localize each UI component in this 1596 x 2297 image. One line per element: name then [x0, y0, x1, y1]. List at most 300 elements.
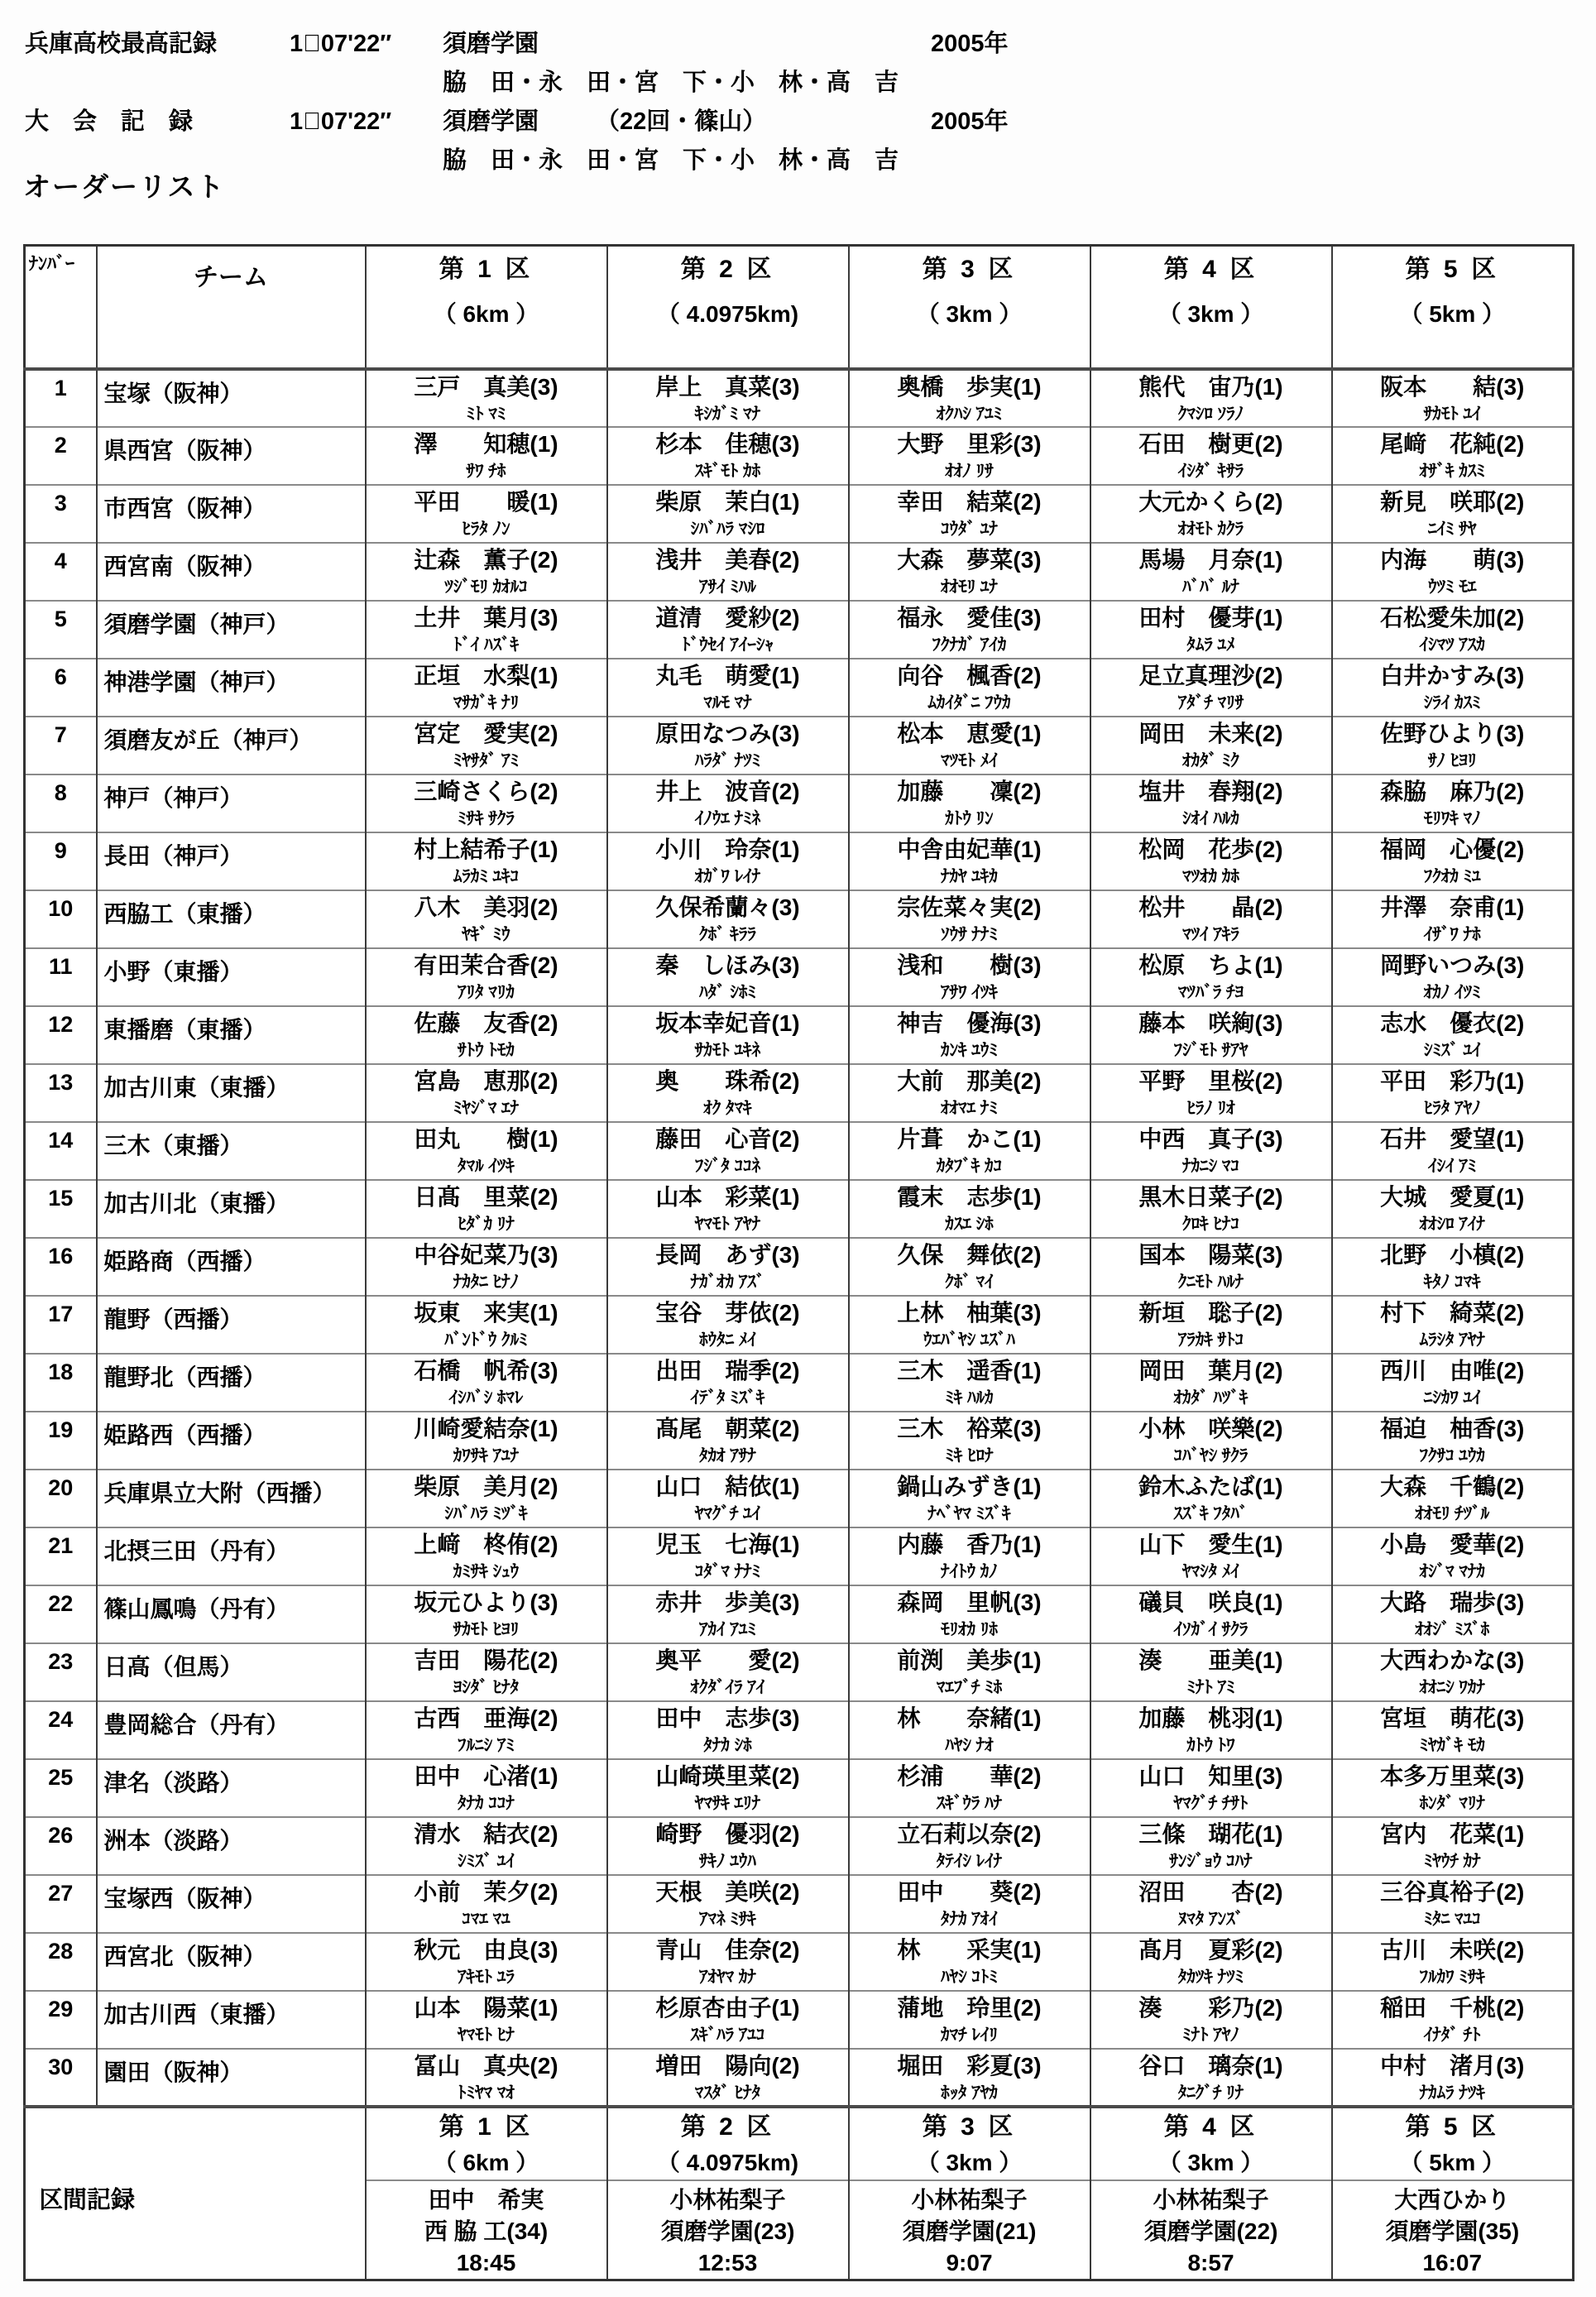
runner-name: 山口 知里(3) — [1138, 1763, 1283, 1789]
runner-cell — [1090, 1933, 1332, 1991]
team-name: 県西宮（阪神） — [97, 427, 366, 485]
runner-kana: ﾀﾃｲｼ ﾚｲﾅ — [936, 1852, 1003, 1871]
runner-cell — [1090, 948, 1332, 1006]
runner-cell — [849, 1701, 1090, 1759]
runner-kana: ﾔﾏｸﾞﾁ ﾕｲ — [694, 1504, 761, 1523]
runner-kana: ｵｶﾀﾞ ﾊﾂﾞｷ — [1173, 1388, 1249, 1407]
runner-cell — [1090, 1759, 1332, 1817]
runner-kana: ｱｻｲ ﾐﾊﾙ — [699, 578, 756, 597]
team-name: 加古川西（東播） — [97, 1991, 366, 2049]
column-header-leg3: 第 3 区 （ 3km ） — [849, 246, 1090, 370]
page-title: オーダーリスト — [23, 171, 226, 202]
runner-name: 山下 愛生(1) — [1138, 1532, 1283, 1557]
runner-kana: ﾐｻｷ ｻｸﾗ — [458, 809, 515, 828]
runner-kana: ｻｶﾓﾄ ﾕｲ — [1423, 405, 1481, 424]
runner-name: 土井 葉月(3) — [414, 605, 558, 631]
runner-name: 森岡 里帆(3) — [897, 1590, 1042, 1615]
runner-cell — [1332, 1180, 1574, 1238]
runner-cell — [366, 2049, 607, 2107]
runner-kana: ｱﾀﾞﾁ ﾏﾘｻ — [1177, 693, 1244, 712]
runner-kana: ﾌｼﾞﾓﾄ ｻｱﾔ — [1173, 1041, 1249, 1060]
runner-cell — [849, 1180, 1090, 1238]
team-number: 21 — [25, 1527, 97, 1585]
record-holder-team: 須磨学園(22) — [1143, 2218, 1278, 2244]
record-time: 18:45 — [456, 2250, 516, 2275]
runner-cell — [849, 1238, 1090, 1296]
runner-cell — [1090, 1412, 1332, 1470]
runner-kana: ｶｽｴ ｼﾎ — [945, 1215, 994, 1234]
runner-cell — [607, 717, 849, 774]
runner-name: 増田 陽向(2) — [655, 2053, 800, 2079]
runner-name: 本多万里菜(3) — [1380, 1763, 1525, 1789]
runner-cell — [1332, 890, 1574, 948]
record-time: 16:07 — [1422, 2250, 1483, 2275]
runner-name: 内藤 香乃(1) — [897, 1532, 1042, 1557]
runner-kana: ｻﾄｳ ﾄﾓｶ — [458, 1041, 515, 1060]
runner-kana: ﾏｴﾌﾞﾁ ﾐﾎ — [936, 1678, 1003, 1697]
team-row — [25, 1643, 1574, 1701]
runner-name: 志水 優衣(2) — [1380, 1010, 1525, 1036]
runner-name: 古川 未咲(2) — [1380, 1937, 1525, 1963]
runner-kana: ｶﾄｳ ﾄﾜ — [1186, 1736, 1235, 1755]
runner-kana: ｶﾄｳ ﾘﾝ — [945, 809, 994, 828]
team-number: 24 — [25, 1701, 97, 1759]
team-name: 小野（東播） — [97, 948, 366, 1006]
runner-cell — [607, 1817, 849, 1875]
runner-cell — [849, 1527, 1090, 1585]
runner-kana: ｱｻﾜ ｲﾂｷ — [941, 983, 998, 1002]
runner-name: 加藤 凜(2) — [897, 779, 1042, 804]
runner-kana: ﾂｼﾞﾓﾘ ｶｵﾙｺ — [444, 578, 528, 597]
runner-kana: ﾀﾅｶ ｱｵｲ — [941, 1910, 998, 1929]
runner-kana: ｸﾎﾞ ﾏｲ — [945, 1273, 994, 1292]
team-name: 洲本（淡路） — [97, 1817, 366, 1875]
team-row — [25, 717, 1574, 774]
runner-name: 平田 暖(1) — [414, 489, 558, 515]
runner-cell — [366, 717, 607, 774]
runner-kana: ｲﾉｳｴ ﾅﾐﾈ — [694, 809, 761, 828]
runner-name: 出田 瑞季(2) — [655, 1358, 800, 1383]
runner-kana: ｵｶﾀﾞ ﾐｸ — [1182, 751, 1239, 770]
runner-cell — [1090, 1296, 1332, 1354]
runner-cell — [607, 1180, 849, 1238]
runner-cell — [607, 601, 849, 659]
team-name: 兵庫県立大附（西播） — [97, 1470, 366, 1527]
runner-cell — [607, 1470, 849, 1527]
runner-cell — [607, 1643, 849, 1701]
runner-kana: ﾅｶﾑﾗ ﾅﾂｷ — [1419, 2084, 1485, 2103]
runner-kana: ｼﾗｲ ｶｽﾐ — [1423, 693, 1481, 712]
runner-name: 松原 ちよ(1) — [1138, 952, 1283, 978]
runner-kana: ｱﾘﾀ ﾏﾘｶ — [458, 983, 515, 1002]
team-row — [25, 1238, 1574, 1296]
section-record-leg5: 第 5 区 （ 5km ） 大西ひかり 須磨学園(35) 16:07 — [1332, 2107, 1574, 2280]
runner-kana: ﾓﾘﾜｷ ﾏﾉ — [1423, 809, 1481, 828]
team-name: 加古川東（東播） — [97, 1064, 366, 1122]
runner-cell — [607, 948, 849, 1006]
team-name: 神戸（神戸） — [97, 774, 366, 832]
team-name: 西宮北（阪神） — [97, 1933, 366, 1991]
runner-name: 三木 遥香(1) — [897, 1358, 1042, 1383]
team-name: 宝塚西（阪神） — [97, 1875, 366, 1933]
runner-kana: ﾅｲﾄｳ ｶﾉ — [941, 1562, 998, 1581]
team-number: 17 — [25, 1296, 97, 1354]
runner-cell — [1090, 1064, 1332, 1122]
runner-kana: ﾅﾍﾞﾔﾏ ﾐｽﾞｷ — [927, 1504, 1011, 1523]
team-number: 26 — [25, 1817, 97, 1875]
runner-name: 北野 小槙(2) — [1380, 1242, 1525, 1268]
runner-cell — [607, 774, 849, 832]
team-row — [25, 832, 1574, 890]
runner-cell — [366, 1122, 607, 1180]
runner-cell — [1090, 774, 1332, 832]
record-holder-name: 田中 希実 — [428, 2187, 544, 2213]
runner-cell — [849, 369, 1090, 427]
runner-kana: ｵｸ ﾀﾏｷ — [703, 1099, 752, 1118]
team-name: 津名（淡路） — [97, 1759, 366, 1817]
meet-record-members: 脇 田・永 田・宮 下・小 林・高 吉 — [443, 147, 899, 174]
runner-kana: ﾑﾗｼﾀ ｱﾔﾅ — [1419, 1331, 1485, 1350]
runner-kana: ﾏﾂｲ ｱｷﾗ — [1182, 925, 1239, 944]
team-row — [25, 1933, 1574, 1991]
runner-cell — [607, 1701, 849, 1759]
runner-kana: ｲｼﾏﾂ ｱｽｶ — [1419, 635, 1485, 655]
runner-kana: ﾔﾏｸﾞﾁ ﾁｻﾄ — [1173, 1794, 1249, 1813]
runner-cell — [1090, 890, 1332, 948]
runner-kana: ｺｳﾀﾞ ﾕﾅ — [941, 520, 998, 539]
runner-kana: ﾐﾄ ﾏﾐ — [466, 405, 506, 424]
runner-name: 坂元ひより(3) — [414, 1590, 558, 1615]
record-holder-name: 大西ひかり — [1394, 2187, 1511, 2213]
runner-name: 吉田 陽花(2) — [414, 1647, 558, 1673]
runner-kana: ｶﾏﾁ ﾚｲﾘ — [941, 2026, 998, 2045]
runner-kana: ﾎｯﾀ ｱﾔｶ — [941, 2084, 998, 2103]
runner-name: 大西わかな(3) — [1380, 1647, 1525, 1673]
runner-kana: ｲﾃﾞﾀ ﾐｽﾞｷ — [690, 1388, 765, 1407]
runner-name: 宮定 愛実(2) — [414, 721, 558, 746]
team-number: 29 — [25, 1991, 97, 2049]
runner-kana: ﾅｶﾞｵｶ ｱｽﾞ — [690, 1273, 765, 1292]
runner-kana: ｱﾗｶｷ ｻﾄｺ — [1177, 1331, 1244, 1350]
runner-name: 髙尾 朝菜(2) — [655, 1416, 800, 1441]
runner-cell — [1332, 1064, 1574, 1122]
runner-kana: ﾐﾔｳﾁ ｶﾅ — [1423, 1852, 1481, 1871]
runner-kana: ﾀﾅｶ ｺｺﾅ — [458, 1794, 515, 1813]
team-name: 宝塚（阪神） — [97, 369, 366, 427]
runner-name: 田中 葵(2) — [897, 1879, 1042, 1905]
runner-name: 林 奈緒(1) — [897, 1705, 1042, 1731]
runner-cell — [849, 2049, 1090, 2107]
team-number: 13 — [25, 1064, 97, 1122]
runner-kana: ﾌｸｵｶ ﾐﾕ — [1423, 867, 1481, 886]
runner-cell — [366, 1759, 607, 1817]
runner-cell — [849, 1817, 1090, 1875]
runner-cell — [1332, 1933, 1574, 1991]
team-name: 須磨学園（神戸） — [97, 601, 366, 659]
runner-name: 新垣 聡子(2) — [1138, 1300, 1283, 1326]
runner-kana: ｽｽﾞｷ ﾌﾀﾊﾞ — [1173, 1504, 1249, 1523]
runner-kana: ｶﾀﾌﾞｷ ｶｺ — [936, 1157, 1003, 1176]
runner-kana: ｻﾜ ﾁﾎ — [466, 462, 506, 481]
team-name: 東播磨（東播） — [97, 1006, 366, 1064]
runner-name: 宗佐菜々実(2) — [897, 894, 1042, 920]
runner-kana: ﾊﾔｼ ｺﾄﾐ — [941, 1968, 998, 1987]
runner-cell — [1090, 1006, 1332, 1064]
runner-cell — [1090, 427, 1332, 485]
runner-cell — [1332, 1006, 1574, 1064]
runner-kana: ｺﾀﾞﾏ ﾅﾅﾐ — [694, 1562, 761, 1581]
team-number: 18 — [25, 1354, 97, 1412]
runner-name: 大城 愛夏(1) — [1380, 1184, 1525, 1210]
runner-cell — [607, 890, 849, 948]
team-name: 姫路西（西播） — [97, 1412, 366, 1470]
runner-name: 佐藤 友香(2) — [414, 1010, 558, 1036]
runner-kana: ﾏﾙﾓ ﾏﾅ — [703, 693, 752, 712]
runner-name: 大元かくら(2) — [1138, 489, 1283, 515]
runner-cell — [607, 543, 849, 601]
runner-name: 正垣 水梨(1) — [414, 663, 558, 688]
runner-cell — [1090, 1875, 1332, 1933]
runner-cell — [607, 1064, 849, 1122]
runner-kana: ﾀｶｵ ｱｻﾅ — [699, 1446, 756, 1465]
runner-name: 礒貝 咲良(1) — [1138, 1590, 1283, 1615]
runner-name: 長岡 あず(3) — [655, 1242, 800, 1268]
runner-cell — [849, 1006, 1090, 1064]
runner-cell — [849, 1991, 1090, 2049]
runner-cell — [849, 427, 1090, 485]
runner-kana: ｼﾊﾞﾊﾗ ﾐﾂﾞｷ — [444, 1504, 528, 1523]
runner-kana: ｽｷﾞｳﾗ ﾊﾅ — [936, 1794, 1003, 1813]
runner-kana: ｵｵﾓﾄ ｶｸﾗ — [1177, 520, 1244, 539]
runner-kana: ﾌﾙｶﾜ ﾐｻｷ — [1419, 1968, 1485, 1987]
runner-cell — [1090, 601, 1332, 659]
runner-name: 中舎由妃華(1) — [897, 837, 1042, 862]
runner-name: 八木 美羽(2) — [414, 894, 558, 920]
runner-kana: ﾅｶﾆｼ ﾏｺ — [1182, 1157, 1239, 1176]
runner-cell — [1332, 2049, 1574, 2107]
runner-cell — [1332, 1122, 1574, 1180]
team-row — [25, 1527, 1574, 1585]
team-row — [25, 2049, 1574, 2107]
team-name: 北摂三田（丹有） — [97, 1527, 366, 1585]
runner-cell — [849, 659, 1090, 717]
team-number: 5 — [25, 601, 97, 659]
runner-cell — [849, 1296, 1090, 1354]
runner-name: 久保希蘭々(3) — [655, 894, 800, 920]
team-number: 9 — [25, 832, 97, 890]
runner-cell — [1332, 1354, 1574, 1412]
runner-name: 天根 美咲(2) — [655, 1879, 800, 1905]
section-record-leg2: 第 2 区 （ 4.0975km) 小林祐梨子 須磨学園(23) 12:53 — [607, 2107, 849, 2280]
runner-cell — [366, 1064, 607, 1122]
runner-kana: ﾐﾔｻﾀﾞ ｱﾐ — [453, 751, 520, 770]
team-number: 19 — [25, 1412, 97, 1470]
runner-cell — [1090, 1527, 1332, 1585]
runner-kana: ﾋﾗﾀ ﾉﾝ — [462, 520, 510, 539]
runner-name: 馬場 月奈(1) — [1138, 547, 1283, 573]
runner-name: 青山 佳奈(2) — [655, 1937, 800, 1963]
runner-cell — [849, 1875, 1090, 1933]
runner-name: 阪本 結(3) — [1380, 374, 1525, 400]
best-record-time: 1ﾟ07'22″ — [290, 31, 392, 57]
runner-cell — [1090, 832, 1332, 890]
team-number: 14 — [25, 1122, 97, 1180]
runner-name: 国本 陽菜(3) — [1138, 1242, 1283, 1268]
runner-kana: ｸﾏｼﾛ ｿﾗﾉ — [1177, 405, 1244, 424]
column-header-leg5: 第 5 区 （ 5km ） — [1332, 246, 1574, 370]
team-number: 11 — [25, 948, 97, 1006]
runner-kana: ｸﾆﾓﾄ ﾊﾙﾅ — [1177, 1273, 1244, 1292]
runner-name: 塩井 春翔(2) — [1138, 779, 1283, 804]
record-holder-name: 小林祐梨子 — [669, 2187, 786, 2213]
record-holder-name: 小林祐梨子 — [1153, 2187, 1269, 2213]
team-name: 園田（阪神） — [97, 2049, 366, 2107]
runner-kana: ﾀﾑﾗ ﾕﾒ — [1186, 635, 1235, 655]
runner-name: 湊 亜美(1) — [1138, 1647, 1283, 1673]
column-header-number: ﾅﾝﾊﾞｰ — [25, 246, 97, 370]
runner-cell — [366, 1470, 607, 1527]
runner-name: 足立真理沙(2) — [1138, 663, 1283, 688]
runner-cell — [1090, 1470, 1332, 1527]
team-name: 須磨友が丘（神戸） — [97, 717, 366, 774]
runner-kana: ﾔﾏﾓﾄ ﾋﾅ — [458, 2026, 515, 2045]
runner-name: 上﨑 柊侑(2) — [414, 1532, 558, 1557]
runner-cell — [366, 1296, 607, 1354]
runner-cell — [366, 1585, 607, 1643]
team-row — [25, 369, 1574, 427]
meet-record-time: 1ﾟ07'22″ — [290, 108, 392, 135]
runner-name: 日髙 里菜(2) — [414, 1184, 558, 1210]
runner-name: 鍋山みずき(1) — [897, 1474, 1042, 1499]
runner-name: 三崎さくら(2) — [414, 779, 558, 804]
runner-name: 堀田 彩夏(3) — [897, 2053, 1042, 2079]
runner-cell — [1332, 1643, 1574, 1701]
runner-name: 森脇 麻乃(2) — [1380, 779, 1525, 804]
runner-name: 松本 恵愛(1) — [897, 721, 1042, 746]
runner-kana: ﾎﾝﾀﾞ ﾏﾘﾅ — [1419, 1794, 1485, 1813]
runner-kana: ｼﾐｽﾞ ﾕｲ — [1423, 1041, 1481, 1060]
runner-name: 内海 萌(3) — [1380, 547, 1525, 573]
team-number: 25 — [25, 1759, 97, 1817]
runner-kana: ﾔﾏﾓﾄ ｱﾔﾅ — [694, 1215, 761, 1234]
runner-kana: ﾐﾔｼﾞﾏ ｴﾅ — [453, 1099, 520, 1118]
order-table-body — [25, 369, 1574, 2107]
runner-cell — [1332, 1527, 1574, 1585]
runner-name: 岸上 真菜(3) — [655, 374, 800, 400]
runner-cell — [607, 1991, 849, 2049]
runner-cell — [366, 369, 607, 427]
runner-kana: ﾋﾀﾞｶ ﾘﾅ — [458, 1215, 515, 1234]
runner-cell — [607, 1006, 849, 1064]
team-row — [25, 1991, 1574, 2049]
runner-name: 奥橋 歩実(1) — [897, 374, 1042, 400]
runner-kana: ｳｴﾊﾞﾔｼ ﾕｽﾞﾊ — [923, 1331, 1015, 1350]
runner-kana: ﾀｶﾂｷ ﾅﾂﾐ — [1177, 1968, 1244, 1987]
runner-cell — [366, 1991, 607, 2049]
runner-name: 村下 綺菜(2) — [1380, 1300, 1525, 1326]
team-row — [25, 543, 1574, 601]
runner-cell — [1090, 1354, 1332, 1412]
team-number: 16 — [25, 1238, 97, 1296]
runner-kana: ﾊﾗﾀﾞ ﾅﾂﾐ — [694, 751, 761, 770]
runner-kana: ﾐﾀﾆ ﾏﾕｺ — [1423, 1910, 1481, 1929]
runner-name: 三木 裕菜(3) — [897, 1416, 1042, 1441]
runner-kana: ﾄﾞｳｾｲ ｱｲｰｼｬ — [682, 635, 774, 655]
runner-cell — [1332, 1759, 1574, 1817]
runner-name: 杉浦 華(2) — [897, 1763, 1042, 1789]
runner-name: 児玉 七海(1) — [655, 1532, 800, 1557]
runner-name: 藤田 心音(2) — [655, 1126, 800, 1152]
team-row — [25, 1585, 1574, 1643]
section-record-leg4: 第 4 区 （ 3km ） 小林祐梨子 須磨学園(22) 8:57 — [1090, 2107, 1332, 2280]
runner-cell — [366, 1817, 607, 1875]
runner-kana: ｳﾂﾐ ﾓｴ — [1428, 578, 1477, 597]
team-number: 27 — [25, 1875, 97, 1933]
runner-kana: ﾓﾘｵｶ ﾘﾎ — [941, 1620, 998, 1639]
record-holder-team: 須磨学園(35) — [1385, 2218, 1520, 2244]
runner-name: 田中 心渚(1) — [414, 1763, 558, 1789]
team-number: 23 — [25, 1643, 97, 1701]
runner-cell — [366, 1180, 607, 1238]
column-header-team: チーム — [97, 246, 366, 370]
runner-kana: ｲﾅﾀﾞ ﾁﾄ — [1423, 2026, 1481, 2045]
team-number: 4 — [25, 543, 97, 601]
runner-name: 浅和 樹(3) — [897, 952, 1042, 978]
column-header-leg4: 第 4 区 （ 3km ） — [1090, 246, 1332, 370]
runner-name: 谷口 璃奈(1) — [1138, 2053, 1283, 2079]
runner-kana: ﾀﾆｸﾞﾁ ﾘﾅ — [1177, 2084, 1244, 2103]
runner-name: 前渕 美歩(1) — [897, 1647, 1042, 1673]
runner-cell — [1090, 1817, 1332, 1875]
runner-cell — [1090, 369, 1332, 427]
runner-cell — [849, 1643, 1090, 1701]
runner-kana: ｽｷﾞﾓﾄ ｶﾎ — [694, 462, 761, 481]
runner-name: 髙月 夏彩(2) — [1138, 1937, 1283, 1963]
runner-cell — [607, 369, 849, 427]
runner-name: 奥平 愛(2) — [655, 1647, 800, 1673]
runner-cell — [1090, 1122, 1332, 1180]
team-row — [25, 1470, 1574, 1527]
runner-name: 浅井 美春(2) — [655, 547, 800, 573]
runner-name: 湊 彩乃(2) — [1138, 1995, 1283, 2021]
runner-name: 神吉 優海(3) — [897, 1010, 1042, 1036]
runner-cell — [1090, 485, 1332, 543]
runner-cell — [366, 890, 607, 948]
team-name: 神港学園（神戸） — [97, 659, 366, 717]
runner-name: 宮内 花菜(1) — [1380, 1821, 1525, 1847]
runner-name: 蒲地 玲里(2) — [897, 1995, 1042, 2021]
runner-cell — [849, 717, 1090, 774]
runner-name: 小前 茉夕(2) — [414, 1879, 558, 1905]
runner-cell — [366, 427, 607, 485]
meet-record-holder: 須磨学園 — [443, 108, 539, 135]
runner-cell — [607, 1354, 849, 1412]
runner-kana: ｵｵﾏｴ ﾅﾐ — [941, 1099, 998, 1118]
runner-kana: ｵｻﾞｷ ｶｽﾐ — [1419, 462, 1485, 481]
runner-kana: ﾀﾅｶ ｼﾎ — [703, 1736, 752, 1755]
runner-kana: ﾌｼﾞﾀ ｺｺﾈ — [694, 1157, 761, 1176]
runner-cell — [1090, 659, 1332, 717]
runner-name: 松井 晶(2) — [1138, 894, 1283, 920]
runner-cell — [1090, 1643, 1332, 1701]
meet-record-label: 大 会 記 録 — [25, 108, 194, 135]
runner-cell — [607, 659, 849, 717]
runner-name: 白井かすみ(3) — [1380, 663, 1525, 688]
team-row — [25, 427, 1574, 485]
runner-kana: ｵｵﾉ ﾘｻ — [945, 462, 994, 481]
runner-name: 松岡 花歩(2) — [1138, 837, 1283, 862]
runner-cell — [1332, 1817, 1574, 1875]
